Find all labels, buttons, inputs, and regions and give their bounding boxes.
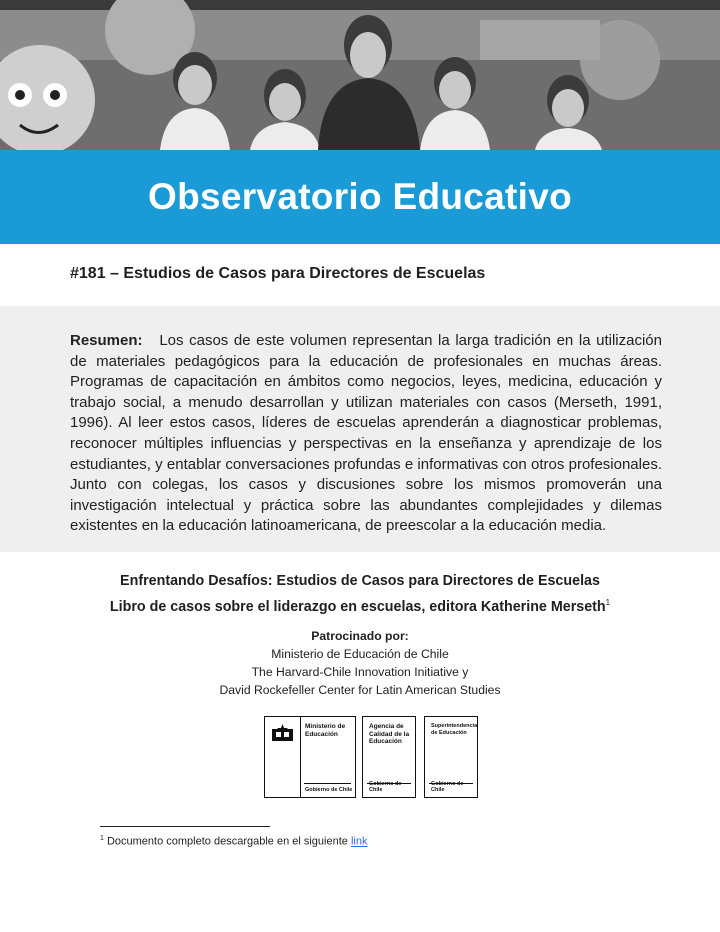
- footnote: [100, 835, 367, 848]
- sponsor-item: David Rockefeller Center for Latin American Studies: [219, 683, 501, 697]
- summary-section: [0, 306, 720, 552]
- logo-ministerio: [264, 716, 356, 798]
- book-title: Enfrentando Desafíos: Estudios de Casos para Directores de Escuelas: [120, 573, 600, 589]
- book-subtitle-line: [0, 592, 720, 618]
- sponsor-item: The Harvard-Chile Innovation Initiative y: [251, 665, 469, 679]
- logo-footer: Gobierno de Chile: [369, 781, 402, 793]
- footnote-text: Documento completo descargable en el siguiente: [106, 835, 348, 848]
- sponsors-block: [0, 627, 720, 699]
- summary-label: Resumen:: [70, 332, 143, 349]
- logo-title: Ministerio de Educación: [305, 723, 346, 738]
- sponsor-logos: [264, 716, 480, 800]
- title-banner: [0, 150, 720, 244]
- sponsor-item: Ministerio de Educación de Chile: [271, 647, 449, 661]
- logo-footer: Gobierno de Chile: [431, 781, 464, 793]
- logo-superintendencia: [424, 716, 478, 798]
- document-subtitle: #181 – Estudios de Casos para Directores de Escuelas: [70, 265, 486, 282]
- download-link[interactable]: link: [350, 835, 368, 848]
- logo-title: Superintendencia de Educación: [431, 723, 478, 736]
- book-info: [0, 571, 720, 618]
- logo-agencia-calidad: [362, 716, 416, 798]
- summary-text: Los casos de este volumen representan la larga tradición en la utilización de materiales pedagógicos para la educación de profesionales en muchas áreas. Programas de capacitación en ámbitos como negocios, leyes, medicina, educación y trabajo social, a menudo desarrollan y utilizan materiales con casos (Merseth, 1991, 1996). Al leer estos casos, líderes de escuelas aprenderán a diagnosticar problemas, reconocer múltiples influencias y perspectivas en la enseñanza y aprendizaje de los estudiantes, y entablar conversaciones profundas e informativas con otros profesionales. Junto con colegas, los casos y discusiones sobre los mismos promoverán una investigación intelectual y práctica sobre las abundantes complejidades y dilemas existentes en la educación latinoamericana, de preescolar a la educación media.: [70, 332, 662, 535]
- logo-footer: Gobierno de Chile: [305, 787, 353, 793]
- sponsors-label: Patrocinado por:: [311, 629, 409, 643]
- footnote-divider: [100, 826, 270, 827]
- chile-emblem-icon: [270, 723, 295, 745]
- summary-paragraph: [70, 331, 662, 537]
- header-photo: [0, 0, 720, 150]
- header-photo-illustration: [0, 0, 720, 150]
- footnote-number: 1: [100, 835, 104, 842]
- footnote-reference[interactable]: 1: [605, 598, 611, 607]
- book-subtitle: Libro de casos sobre el liderazgo en escuelas, editora Katherine Merseth: [109, 598, 606, 615]
- logo-title: Agencia de Calidad de la Educación: [369, 723, 410, 745]
- page-title: Observatorio Educativo: [148, 176, 572, 217]
